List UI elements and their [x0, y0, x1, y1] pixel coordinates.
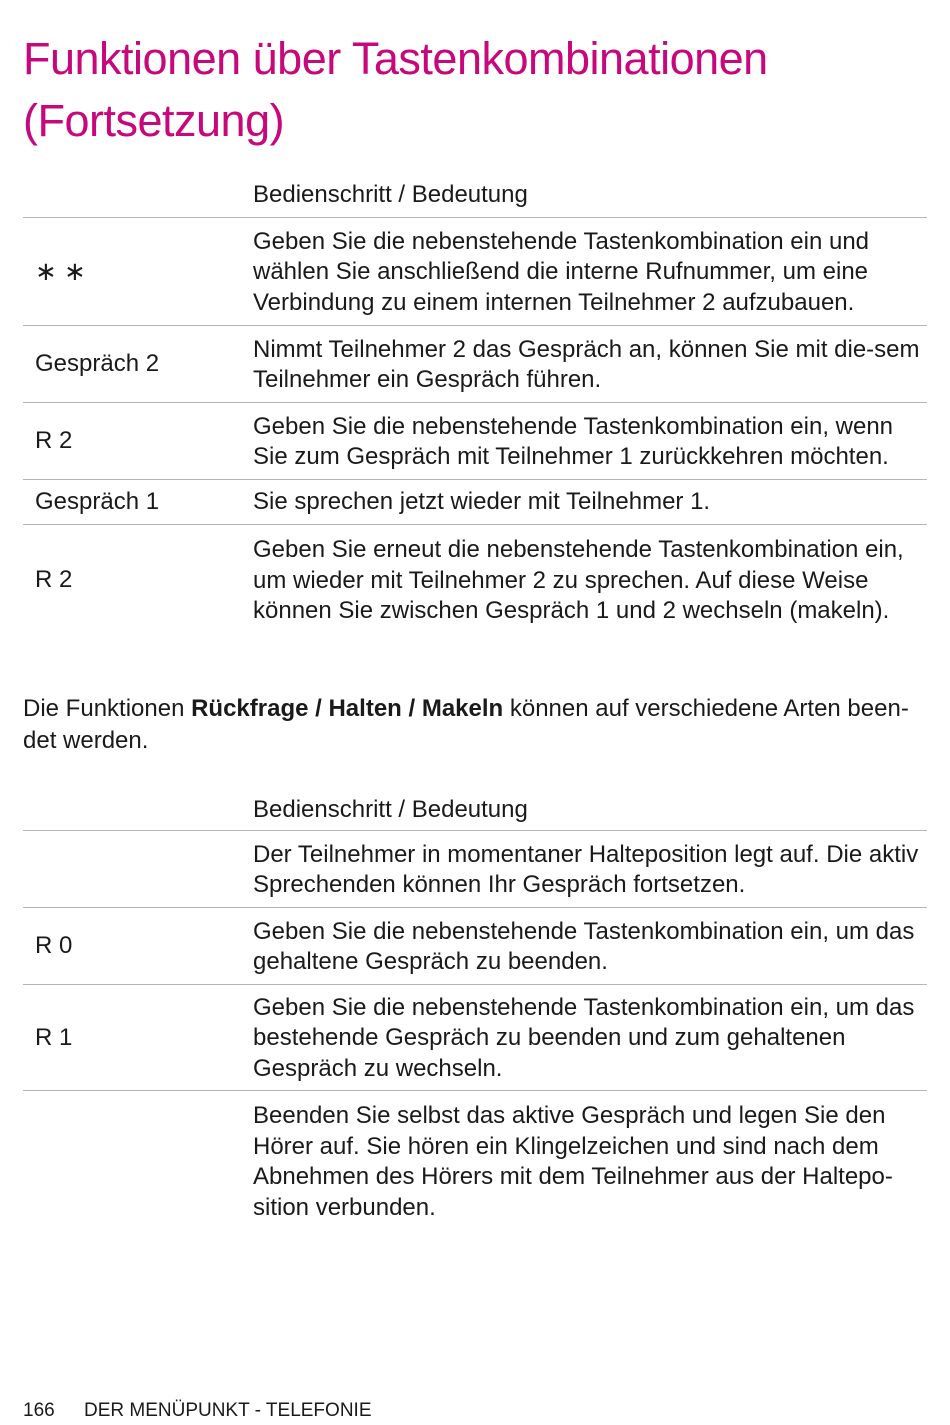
- row-key: Gespräch 1: [35, 488, 160, 515]
- row-description: Geben Sie die nebenstehende Tastenkombination ein, wenn Sie zum Gespräch mit Teilnehmer 1 zurückkehren möchten.: [253, 412, 894, 470]
- row-key: R 2: [35, 427, 73, 454]
- table-row: [23, 218, 927, 326]
- table-header-label: Bedienschritt / Bedeutung: [253, 796, 528, 823]
- page-title: [23, 28, 923, 152]
- key-combination-table-1: [23, 175, 927, 635]
- page-title-line1: Funktionen über Tastenkombinationen: [23, 33, 768, 84]
- footer-section-title: DER MENÜPUNKT - TELEFONIE: [83, 1400, 372, 1421]
- row-description: Der Teilnehmer in momentaner Halteposition legt auf. Die aktiv Sprechenden können Ihr Gespräch fortsetzen.: [253, 840, 919, 898]
- row-key: R 0: [35, 932, 73, 959]
- row-description: Geben Sie die nebenstehende Tastenkombination ein und wählen Sie anschließend die interne Rufnummer, um eine Verbindung zu einem internen Teilnehmer 2 aufzubauen.: [253, 227, 870, 316]
- table-row: [23, 1091, 927, 1231]
- row-description: Geben Sie erneut die nebenstehende Tastenkombination ein, um wieder mit Teilnehmer 2 zu sprechen. Auf diese Weise können Sie zwischen Gespräch 1 und 2 wechseln (makeln).: [253, 536, 904, 625]
- table-row: [23, 908, 927, 985]
- table-header: [23, 790, 927, 831]
- paragraph-text-before: Die Funktionen: [23, 695, 192, 722]
- row-description: Geben Sie die nebenstehende Tastenkombination ein, um das gehaltene Gespräch zu beenden.: [253, 917, 915, 975]
- page-title-line2: (Fortsetzung): [23, 95, 285, 146]
- table-row: [23, 326, 927, 403]
- row-key: Gespräch 2: [35, 350, 160, 377]
- row-key: R 1: [35, 1023, 73, 1051]
- row-description: Beenden Sie selbst das aktive Gespräch und legen Sie den Hörer auf. Sie hören ein Klingelzeichen und sind nach dem Abnehmen des Hörers mit dem Teilnehmer aus der Haltepo-sition verbunden.: [253, 1102, 893, 1221]
- table-row: [23, 403, 927, 480]
- table-header-label: Bedienschritt / Bedeutung: [253, 181, 528, 208]
- paragraph-bold-functions: Rückfrage / Halten / Makeln: [191, 695, 504, 722]
- row-key: ∗ ∗: [35, 256, 86, 286]
- info-paragraph: [23, 693, 927, 757]
- paragraph-text-after: können auf verschiedene Arten been-det werden.: [23, 695, 909, 754]
- row-key: R 2: [35, 566, 73, 593]
- page-footer: [23, 1400, 372, 1422]
- table-row: [23, 525, 927, 635]
- table-row: [23, 480, 927, 525]
- key-combination-table-2: [23, 790, 927, 1231]
- row-description: Sie sprechen jetzt wieder mit Teilnehmer 1.: [253, 487, 711, 515]
- row-description: Nimmt Teilnehmer 2 das Gespräch an, können Sie mit die-sem Teilnehmer ein Gespräch führen.: [253, 335, 920, 393]
- table-row: [23, 985, 927, 1091]
- table-header: [23, 175, 927, 218]
- page-number: 166: [23, 1400, 55, 1421]
- row-description: Geben Sie die nebenstehende Tastenkombination ein, um das bestehende Gespräch zu beenden und zum gehaltenen Gespräch zu wechseln.: [253, 993, 915, 1082]
- table-row: [23, 831, 927, 908]
